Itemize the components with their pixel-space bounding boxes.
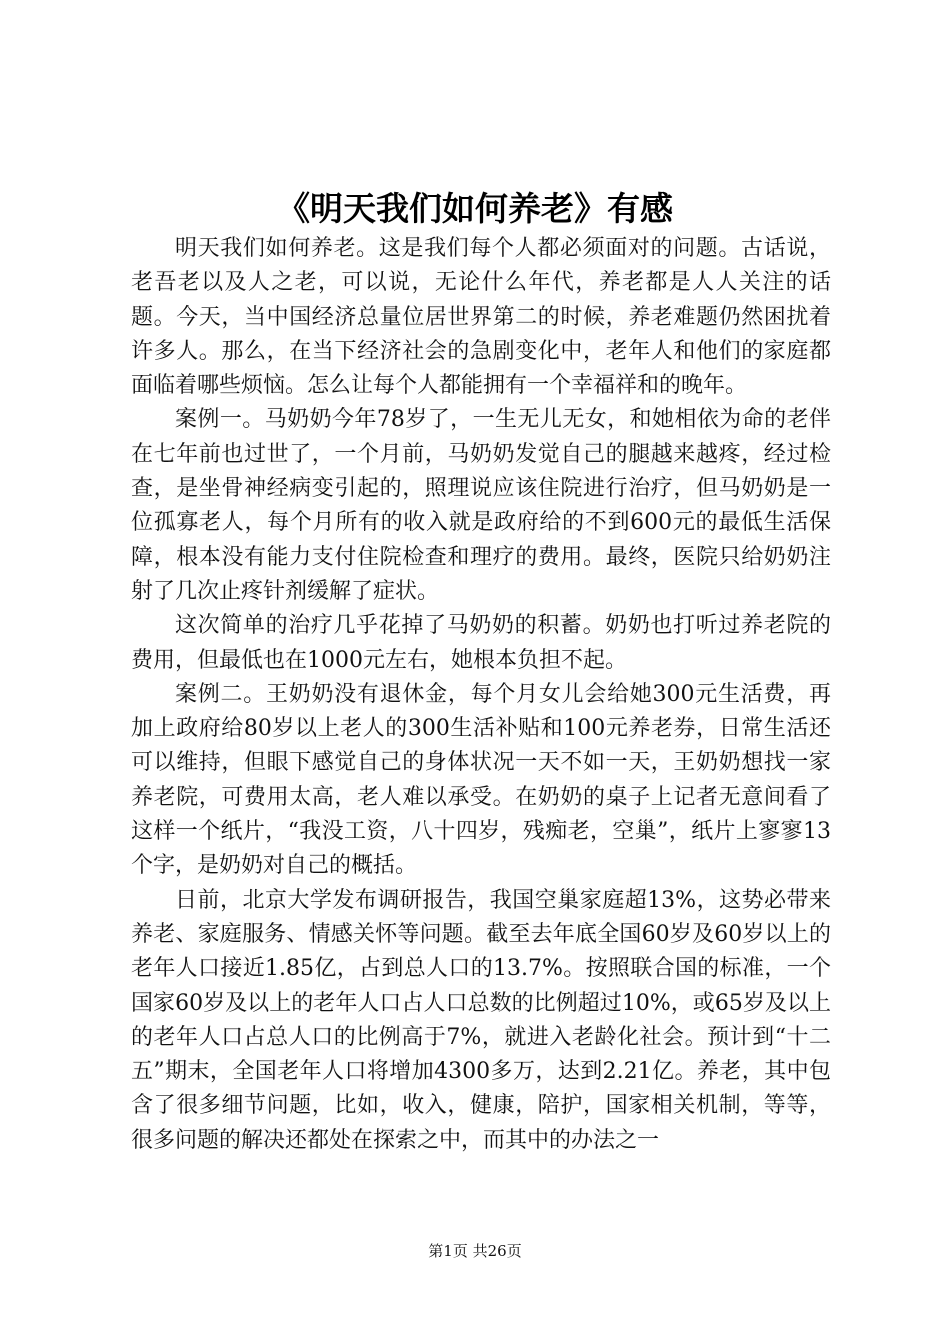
paragraph-case-one: 案例一。马奶奶今年78岁了，一生无儿无女，和她相依为命的老伴在七年前也过世了，一个月前，马奶奶发觉自己的腿越来越疼，经过检查，是坐骨神经病变引起的，照理说应该住院进行治疗，但马奶奶是一位孤寡老人，每个月所有的收入就是政府给的不到600元的最低生活保障，根本没有能力支付住院检查和理疗的费用。最终，医院只给奶奶注射了几次止疼针剂缓解了症状。 <box>131 407 831 604</box>
document-body <box>131 232 831 1158</box>
paragraph-case-two: 案例二。王奶奶没有退休金，每个月女儿会给她300元生活费，再加上政府给80岁以上老人的300生活补贴和100元养老券，日常生活还可以维持，但眼下感觉自己的身体状况一天不如一天，王奶奶想找一家养老院，可费用太高，老人难以承受。在奶奶的桌子上记者无意间看了这样一个纸片，“我没工资，八十四岁，残痴老，空巢”，纸片上寥寥13个字，是奶奶对自己的概括。 <box>131 681 831 879</box>
paragraph-intro: 明天我们如何养老。这是我们每个人都必须面对的问题。古话说，老吾老以及人之老，可以说，无论什么年代，养老都是人人关注的话题。今天，当中国经济总量位居世界第二的时候，养老难题仍然困扰着许多人。那么，在当下经济社会的急剧变化中，老年人和他们的家庭都面临着哪些烦恼。怎么让每个人都能拥有一个幸福祥和的晚年。 <box>131 236 831 399</box>
paragraph-statistics: 日前，北京大学发布调研报告，我国空巢家庭超13%，这势必带来养老、家庭服务、情感关怀等问题。截至去年底全国60岁及60岁以上的老年人口接近1.85亿，占到总人口的13.7%。按照联合国的标准，一个国家60岁及以上的老年人口占人口总数的比例超过10%，或65岁及以上的老年人口占总人口的比例高于7%，就进入老龄化社会。预计到“十二五”期末，全国老年人口将增加4300多万，达到2.21亿。养老，其中包含了很多细节问题，比如，收入，健康，陪护，国家相关机制，等等，很多问题的解决还都处在探索之中，而其中的办法之一 <box>131 887 831 1153</box>
document-title: 《明天我们如何养老》有感 <box>277 189 673 228</box>
page-number-footer: 第1页 共26页 <box>428 1242 522 1260</box>
paragraph-case-one-followup: 这次简单的治疗几乎花掉了马奶奶的积蓄。奶奶也打听过养老院的费用，但最低也在1000元左右，她根本负担不起。 <box>131 613 831 673</box>
